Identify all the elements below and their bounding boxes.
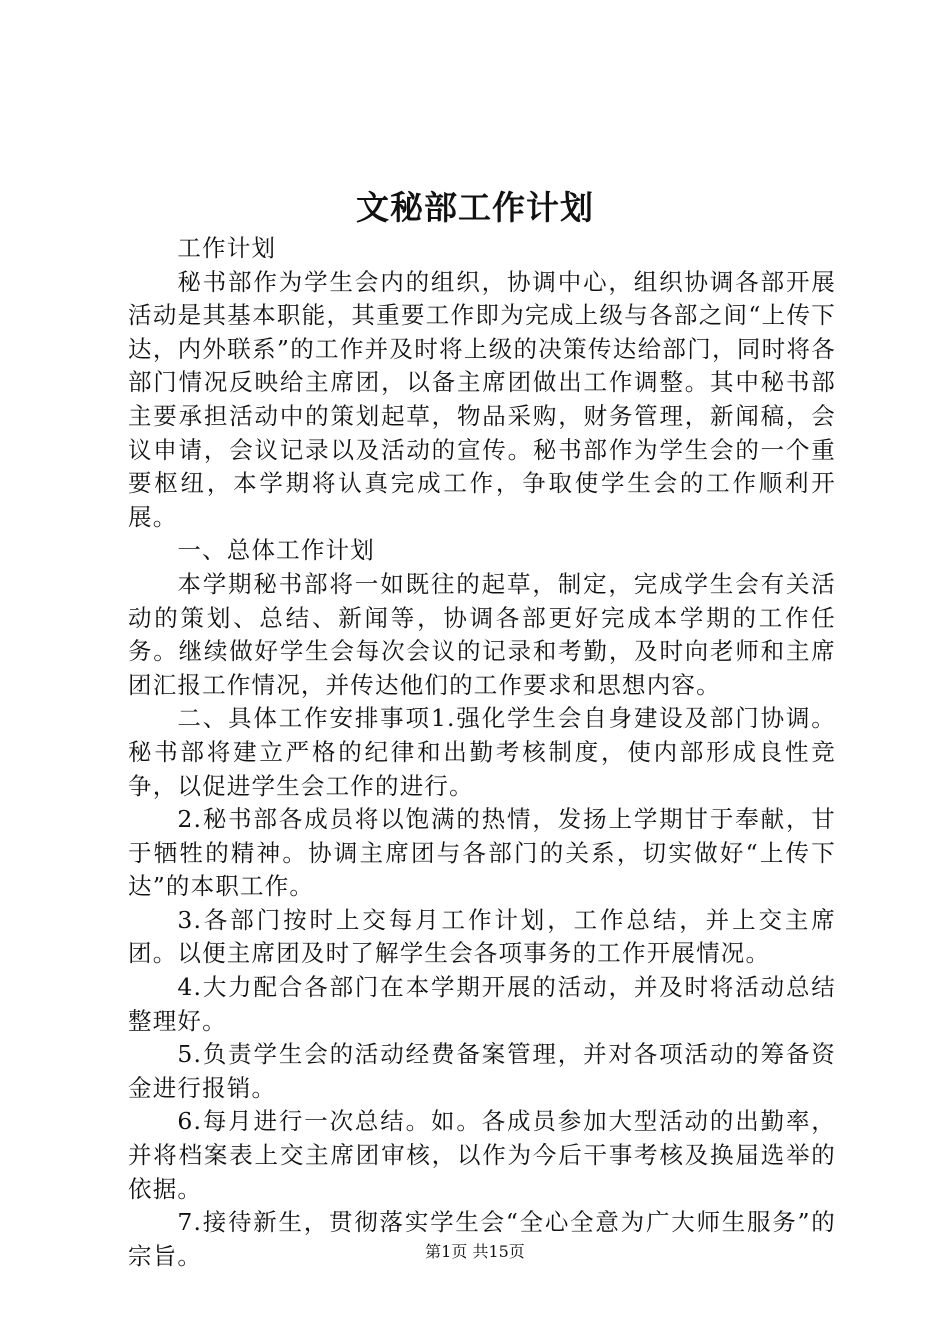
specific-item-3: 3.各部门按时上交每月工作计划，工作总结，并上交主席团。以便主席团及时了解学生会各项事务的工作开展情况。	[128, 905, 836, 968]
specific-item-5: 5.负责学生会的活动经费备案管理，并对各项活动的筹备资金进行报销。	[128, 1040, 836, 1102]
document-title: 文秘部工作计划	[356, 188, 594, 227]
section-heading-overall-plan: 一、总体工作计划	[177, 536, 375, 565]
page-number-label: 第1页 共15页	[425, 1242, 525, 1261]
page-footer	[0, 1240, 950, 1264]
section-label-work-plan: 工作计划	[177, 234, 277, 262]
intro-paragraph: 秘书部作为学生会内的组织，协调中心，组织协调各部开展活动是其基本职能，其重要工作即为完成上级与各部之间“上传下达，内外联系”的工作并及时将上级的决策传达给部门，同时将各部门情况反映给主席团，以备主席团做出工作调整。其中秘书部主要承担活动中的策划起草，物品采购，财务管理，新闻稿，会议申请，会议记录以及活动的宣传。秘书部作为学生会的一个重要枢纽，本学期将认真完成工作，争取使学生会的工作顺利开展。	[128, 267, 836, 531]
specific-item-7: 7.接待新生，贯彻落实学生会“全心全意为广大师生服务”的宗旨。	[128, 1208, 836, 1270]
specific-items-paragraph-1: 二、具体工作安排事项1.强化学生会自身建设及部门协调。秘书部将建立严格的纪律和出勤考核制度，使内部形成良性竞争，以促进学生会工作的进行。	[128, 704, 836, 800]
specific-item-2: 2.秘书部各成员将以饱满的热情，发扬上学期甘于奉献，甘于牺牲的精神。协调主席团与各部门的关系，切实做好“上传下达”的本职工作。	[128, 805, 836, 901]
document-body	[128, 232, 836, 1273]
overall-plan-paragraph: 本学期秘书部将一如既往的起草，制定，完成学生会有关活动的策划、总结、新闻等，协调各部更好完成本学期的工作任务。继续做好学生会每次会议的记录和考勤，及时向老师和主席团汇报工作情况，并传达他们的工作要求和思想内容。	[128, 569, 836, 699]
specific-item-4: 4.大力配合各部门在本学期开展的活动，并及时将活动总结整理好。	[128, 973, 836, 1035]
specific-item-6: 6.每月进行一次总结。如。各成员参加大型活动的出勤率，并将档案表上交主席团审核，以作为今后干事考核及换届选举的依据。	[128, 1107, 836, 1203]
